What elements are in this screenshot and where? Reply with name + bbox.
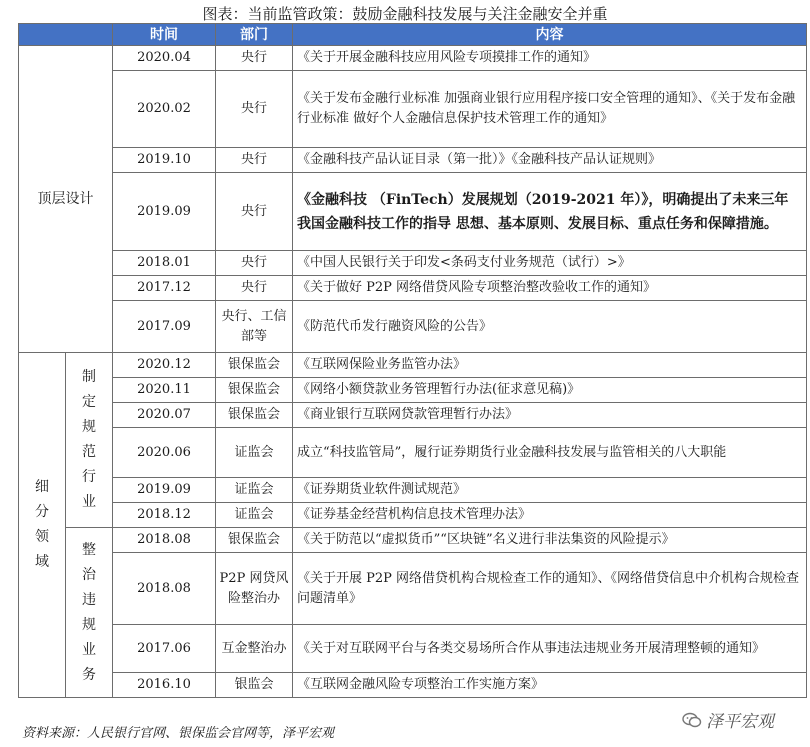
table-row <box>19 71 807 148</box>
cell-dept: P2P 网贷风险整治办 <box>216 553 293 625</box>
cell-content: 《中国人民银行关于印发<条码支付业务规范（试行）>》 <box>293 251 807 276</box>
cell-time: 2018.08 <box>113 553 216 625</box>
cell-time: 2018.08 <box>113 528 216 553</box>
cell-dept: 央行 <box>216 148 293 173</box>
table-row <box>19 503 807 528</box>
table-row <box>19 173 807 251</box>
table-row <box>19 428 807 478</box>
table-row <box>19 276 807 301</box>
policy-table <box>18 23 807 698</box>
cell-dept: 央行、工信部等 <box>216 301 293 353</box>
cell-content: 《互联网保险业务监管办法》 <box>293 353 807 378</box>
cell-content: 《关于做好 P2P 网络借贷风险专项整治整改验收工作的通知》 <box>293 276 807 301</box>
cell-content: 《关于发布金融行业标准 加强商业银行应用程序接口安全管理的通知》、《关于发布金融行业标准 做好个人金融信息保护技术管理工作的通知》 <box>293 71 807 148</box>
group-rectify-violations-label: 整治违规业务 <box>82 541 96 683</box>
cell-dept: 银保监会 <box>216 353 293 378</box>
table-row <box>19 148 807 173</box>
cell-content: 《防范代币发行融资风险的公告》 <box>293 301 807 353</box>
header-time: 时间 <box>113 24 216 46</box>
cell-time: 2019.09 <box>113 478 216 503</box>
cell-time: 2020.11 <box>113 378 216 403</box>
cell-dept: 银保监会 <box>216 528 293 553</box>
cell-time: 2020.02 <box>113 71 216 148</box>
table-row <box>19 625 807 673</box>
cell-content: 《商业银行互联网贷款管理暂行办法》 <box>293 403 807 428</box>
cell-content: 《网络小额贷款业务管理暂行办法(征求意见稿)》 <box>293 378 807 403</box>
cell-content: 《互联网金融风险专项整治工作实施方案》 <box>293 673 807 698</box>
header-dept: 部门 <box>216 24 293 46</box>
table-row <box>19 251 807 276</box>
cell-dept: 证监会 <box>216 428 293 478</box>
header-blank <box>19 24 113 46</box>
table-row <box>19 528 807 553</box>
cell-dept: 银保监会 <box>216 403 293 428</box>
cell-dept: 银监会 <box>216 673 293 698</box>
group-sub-areas <box>19 353 66 698</box>
cell-time: 2017.09 <box>113 301 216 353</box>
table-row <box>19 301 807 353</box>
cell-time: 2020.07 <box>113 403 216 428</box>
cell-dept: 央行 <box>216 173 293 251</box>
header-content: 内容 <box>293 24 807 46</box>
cell-time: 2019.10 <box>113 148 216 173</box>
source-note: 资料来源：人民银行官网、银保监会官网等，泽平宏观 <box>22 726 335 741</box>
cell-content: 《关于开展金融科技应用风险专项摸排工作的通知》 <box>293 46 807 71</box>
cell-dept: 央行 <box>216 71 293 148</box>
cell-time: 2018.01 <box>113 251 216 276</box>
cell-dept: 央行 <box>216 251 293 276</box>
cell-dept: 央行 <box>216 276 293 301</box>
brand-logo <box>682 707 774 732</box>
cell-content: 《证券期货业软件测试规范》 <box>293 478 807 503</box>
cell-time: 2016.10 <box>113 673 216 698</box>
header-row <box>19 24 807 46</box>
cell-content: 成立“科技监管局”，履行证券期货行业金融科技发展与监管相关的八大职能 <box>293 428 807 478</box>
cell-time: 2017.06 <box>113 625 216 673</box>
cell-content: 《证券基金经营机构信息技术管理办法》 <box>293 503 807 528</box>
cell-content: 《关于开展 P2P 网络借贷机构合规检查工作的通知》、《网络借贷信息中介机构合规检查问题清单》 <box>293 553 807 625</box>
group-regulate-industry <box>66 353 113 528</box>
figure-title: 图表：当前监管政策：鼓励金融科技发展与关注金融安全并重 <box>202 5 608 23</box>
group-rectify-violations <box>66 528 113 698</box>
cell-dept: 证监会 <box>216 503 293 528</box>
cell-dept: 证监会 <box>216 478 293 503</box>
cell-time: 2017.12 <box>113 276 216 301</box>
table-row <box>19 673 807 698</box>
group-top-design: 顶层设计 <box>19 46 113 353</box>
table-row <box>19 553 807 625</box>
cell-dept: 银保监会 <box>216 378 293 403</box>
table-row <box>19 378 807 403</box>
brand-logo-text: 泽平宏观 <box>706 712 774 732</box>
cell-content: 《关于对互联网平台与各类交易场所合作从事违法违规业务开展清理整顿的通知》 <box>293 625 807 673</box>
group-sub-areas-label: 细分领域 <box>35 479 49 570</box>
group-regulate-industry-label: 制定规范行业 <box>82 369 96 510</box>
table-row <box>19 403 807 428</box>
cell-time: 2020.04 <box>113 46 216 71</box>
table-row <box>19 46 807 71</box>
cell-time: 2019.09 <box>113 173 216 251</box>
cell-time: 2020.06 <box>113 428 216 478</box>
cell-time: 2020.12 <box>113 353 216 378</box>
wechat-icon <box>682 712 702 728</box>
table-row <box>19 353 807 378</box>
cell-content: 《金融科技 （FinTech）发展规划（2019-2021 年）》，明确提出了未来三年我国金融科技工作的指导 思想、基本原则、发展目标、重点任务和保障措施。 <box>293 173 807 251</box>
cell-dept: 互金整治办 <box>216 625 293 673</box>
cell-time: 2018.12 <box>113 503 216 528</box>
cell-content: 《关于防范以“虚拟货币”“区块链”名义进行非法集资的风险提示》 <box>293 528 807 553</box>
cell-dept: 央行 <box>216 46 293 71</box>
table-row <box>19 478 807 503</box>
cell-content: 《金融科技产品认证目录（第一批）》《金融科技产品认证规则》 <box>293 148 807 173</box>
